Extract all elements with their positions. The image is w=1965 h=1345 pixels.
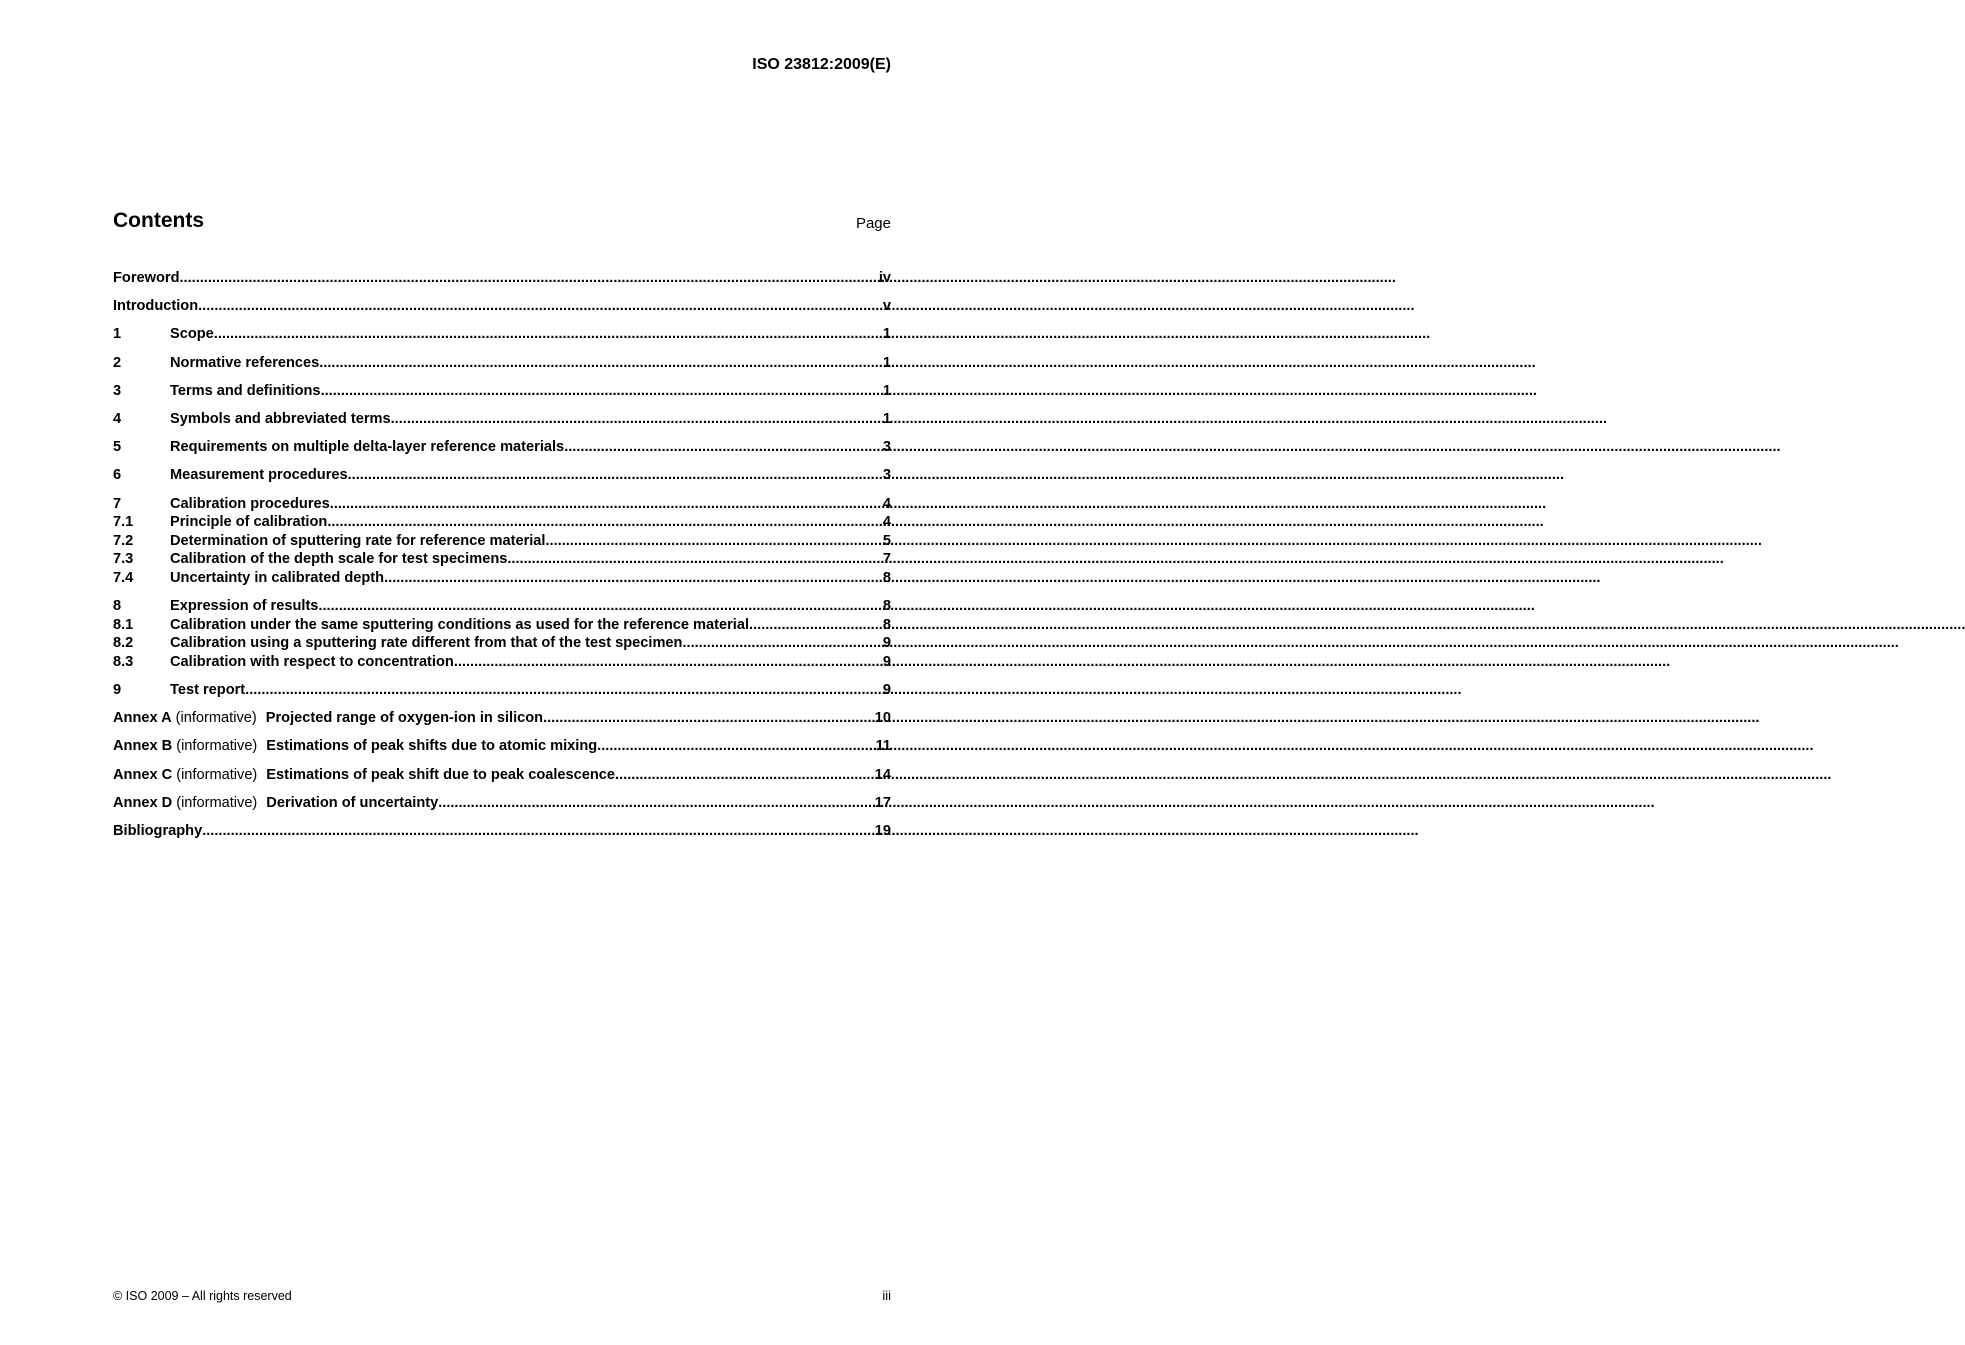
toc-entry[interactable] [113, 597, 891, 616]
toc-entry-page: 1 [882, 354, 891, 371]
toc-entry-page: 1 [882, 382, 891, 399]
toc-entry[interactable] [113, 269, 891, 288]
toc-dot-leader [348, 466, 881, 485]
toc-entry-title: Symbols and abbreviated terms [170, 410, 391, 427]
toc-entry-number: 7.2 [113, 532, 134, 549]
toc-entry-page: 8 [882, 616, 891, 633]
toc-entry-page: 8 [882, 598, 891, 615]
toc-entry-title: Introduction [113, 298, 199, 315]
document-id: ISO 23812:2009(E) [752, 56, 891, 73]
toc-group [113, 737, 891, 756]
toc-entry[interactable] [113, 653, 891, 672]
toc-group [113, 354, 891, 373]
toc-entry[interactable] [113, 709, 891, 728]
toc-group [113, 495, 891, 588]
toc-entry-page: 19 [874, 822, 891, 839]
toc-entry[interactable] [113, 438, 891, 457]
toc-annex-informative: (informative) [175, 710, 257, 727]
toc-entry-number: 2 [113, 354, 122, 371]
toc-annex-label: Annex D [113, 794, 173, 811]
toc-entry-page: 5 [882, 532, 891, 549]
toc-dot-leader [214, 325, 881, 344]
toc-entry-number: 4 [113, 410, 122, 427]
toc-entry-title: Projected range of oxygen-ion in silicon [265, 710, 544, 727]
toc-annex-informative: (informative) [176, 738, 258, 755]
toc-entry[interactable] [113, 297, 891, 316]
toc-entry-title: Principle of calibration [170, 514, 328, 531]
toc-group [113, 382, 891, 401]
footer-page-number: iii [882, 1288, 891, 1303]
toc-entry-page: 17 [874, 794, 891, 811]
toc-entry-page: iv [878, 270, 891, 286]
toc-dot-leader [179, 269, 876, 288]
page-column-label: Page [855, 215, 891, 232]
toc-entry[interactable] [113, 495, 891, 514]
toc-entry-title: Determination of sputtering rate for reference material [170, 532, 546, 549]
toc-dot-leader [507, 550, 881, 569]
toc-entry-page: v [882, 298, 891, 315]
toc-group [113, 794, 891, 813]
toc-entry-title: Calibration with respect to concentration [170, 653, 454, 670]
toc-entry-page: 10 [874, 710, 891, 727]
toc-entry[interactable] [113, 737, 891, 756]
toc-entry-title: Scope [170, 326, 214, 343]
toc-entry[interactable] [113, 616, 891, 635]
toc-entry-page: 4 [882, 514, 891, 531]
toc-entry-page: 3 [882, 439, 891, 456]
toc-dot-leader [330, 495, 881, 514]
toc-dot-leader [319, 354, 881, 373]
toc-entry-number: 9 [113, 682, 122, 699]
toc-dot-leader [327, 513, 881, 532]
toc-entry-title: Estimations of peak shift due to peak coalescence [266, 766, 616, 783]
toc-dot-leader [384, 569, 881, 588]
toc-entry[interactable] [113, 569, 891, 588]
toc-annex-label: Annex C [113, 766, 173, 783]
toc-group [113, 410, 891, 429]
toc-dot-leader [438, 794, 873, 813]
toc-entry[interactable] [113, 681, 891, 700]
toc-entry-page: 7 [882, 551, 891, 568]
toc-group [113, 597, 891, 671]
toc-annex-informative: (informative) [176, 766, 258, 783]
toc-annex-label: Annex A [113, 710, 172, 727]
toc-dot-leader [682, 634, 880, 653]
toc-dot-leader [545, 532, 880, 551]
toc-dot-leader [543, 709, 873, 728]
toc-entry-number: 8.2 [113, 635, 134, 652]
toc-entry[interactable] [113, 382, 891, 401]
toc-entry-page: 11 [875, 738, 891, 755]
toc-entry-title: Estimations of peak shifts due to atomic mixing [266, 738, 598, 755]
toc-entry-title: Test report [170, 682, 246, 699]
toc-entry-page: 14 [874, 766, 891, 783]
toc-entry-number: 5 [113, 439, 122, 456]
toc-entry-page: 9 [882, 682, 891, 699]
toc-group [113, 709, 891, 728]
toc-dot-leader [245, 681, 881, 700]
toc-dot-leader [749, 616, 881, 635]
toc-annex-label: Annex B [113, 738, 173, 755]
toc-entry-title: Derivation of uncertainty [266, 794, 439, 811]
toc-group [113, 325, 891, 344]
toc-entry[interactable] [113, 466, 891, 485]
toc-dot-leader [564, 438, 881, 457]
toc-entry-title: Measurement procedures [170, 467, 348, 484]
toc-dot-leader [391, 410, 881, 429]
toc-entry-page: 3 [882, 467, 891, 484]
toc-entry-number: 8.1 [113, 616, 134, 633]
toc-dot-leader [454, 653, 881, 672]
toc-group [113, 766, 891, 785]
table-of-contents [113, 269, 891, 850]
toc-entry-title: Uncertainty in calibrated depth [170, 569, 385, 586]
toc-entry[interactable] [113, 513, 891, 532]
toc-entry[interactable] [113, 550, 891, 569]
toc-dot-leader [615, 766, 873, 785]
footer-copyright: © ISO 2009 – All rights reserved [113, 1289, 292, 1303]
toc-entry-title: Normative references [170, 354, 320, 371]
toc-entry-title: Expression of results [170, 598, 319, 615]
toc-entry-page: 1 [882, 326, 891, 343]
toc-entry[interactable] [113, 325, 891, 344]
toc-group [113, 269, 891, 288]
toc-entry-title: Foreword [113, 270, 180, 286]
toc-group [113, 297, 891, 316]
toc-entry-title: Bibliography [113, 822, 203, 839]
toc-entry-page: 8 [882, 569, 891, 586]
toc-entry-title: Calibration procedures [170, 495, 330, 512]
toc-entry[interactable] [113, 354, 891, 373]
toc-entry[interactable] [113, 634, 891, 653]
toc-entry-title: Calibration under the same sputtering conditions as used for the reference material [170, 616, 750, 633]
toc-entry-page: 9 [882, 653, 891, 670]
toc-entry-title: Terms and definitions [170, 382, 321, 399]
toc-dot-leader [198, 297, 881, 316]
toc-entry-title: Requirements on multiple delta-layer reference materials [170, 439, 565, 456]
contents-title: Contents [113, 209, 204, 232]
toc-dot-leader [597, 737, 873, 756]
toc-group [113, 438, 891, 457]
toc-entry[interactable] [113, 532, 891, 551]
toc-entry-number: 7.1 [113, 514, 134, 531]
toc-entry[interactable] [113, 766, 891, 785]
toc-entry-page: 4 [882, 495, 891, 512]
toc-entry-number: 1 [113, 326, 122, 343]
toc-entry-page: 9 [882, 635, 891, 652]
toc-entry-number: 8 [113, 598, 122, 615]
toc-entry-title: Calibration using a sputtering rate different from that of the test specimen [170, 635, 683, 652]
toc-entry[interactable] [113, 410, 891, 429]
toc-entry[interactable] [113, 822, 891, 841]
toc-entry-number: 7.4 [113, 569, 134, 586]
toc-entry-page: 1 [882, 410, 891, 427]
toc-entry-number: 7 [113, 495, 122, 512]
toc-entry[interactable] [113, 794, 891, 813]
toc-entry-number: 3 [113, 382, 122, 399]
toc-entry-number: 8.3 [113, 653, 134, 670]
toc-dot-leader [321, 382, 881, 401]
toc-group [113, 466, 891, 485]
toc-group [113, 681, 891, 700]
toc-entry-number: 7.3 [113, 551, 134, 568]
toc-annex-informative: (informative) [176, 794, 258, 811]
toc-entry-number: 6 [113, 467, 122, 484]
toc-group [113, 822, 891, 841]
toc-entry-title: Calibration of the depth scale for test specimens [170, 551, 508, 568]
toc-dot-leader [318, 597, 880, 616]
toc-dot-leader [202, 822, 873, 841]
